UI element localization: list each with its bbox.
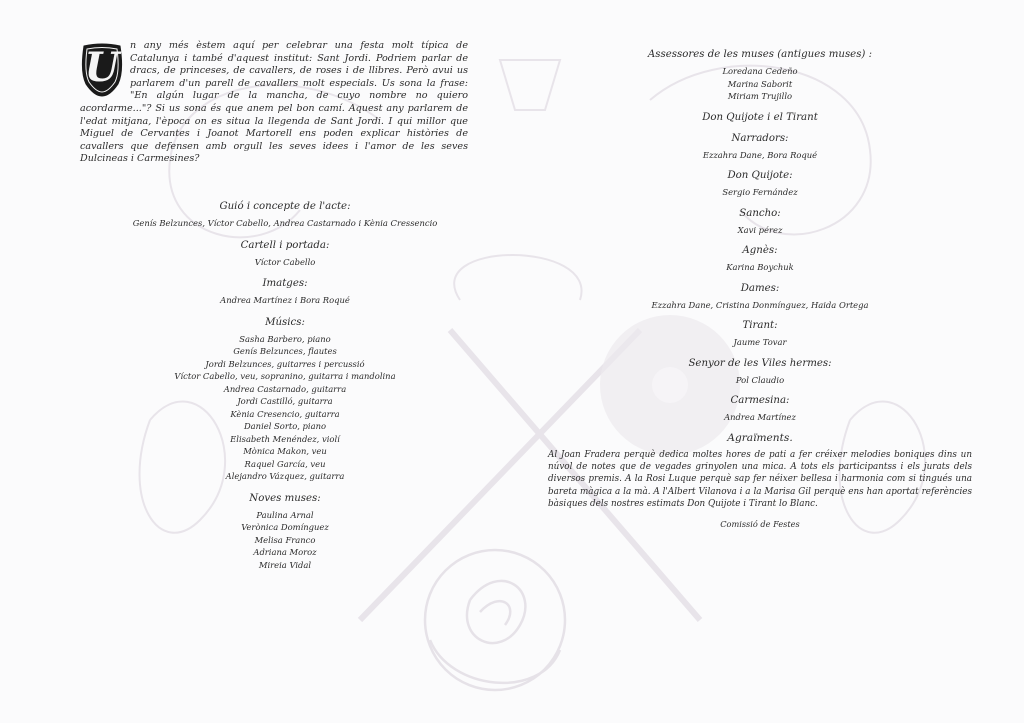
section-heading: Don Quijote: (727, 170, 793, 181)
cast-list (540, 48, 980, 537)
credit-line: Adriana Moroz (253, 547, 317, 557)
credit-line: Ezzahra Dane, Cristina Donmínguez, Haida Ortega (651, 299, 869, 310)
credit-line: Melisa Franco (254, 534, 316, 545)
credit-line: Marina Saborit (727, 78, 793, 89)
credit-line: Karina Boychuk (726, 262, 794, 272)
acknowledgements (540, 432, 980, 529)
credit-line: Jaume Tovar (733, 337, 787, 347)
credit-line: Kènia Cresencio, guitarra (230, 408, 340, 419)
credit-line: Sasha Barbero, piano (239, 333, 331, 344)
section-heading: Senyor de les Viles hermes: (688, 357, 832, 369)
credit-line: Raquel García, veu (244, 458, 326, 469)
intro-text: n any més èstem aquí per celebrar una festa molt típica de Catalunya i també d'aquest institut: Sant Jordi. Podriem parlar de dracs, de princeses, de cavallers, de roses i de llibres. Però avui us parlarem d'un parell de cavallers molt especials. Us sona la frase: "En algún lugar de la mancha, de cuyo nombre no quiero acordarme..."? Si us sona és que anem pel bon camí. Aquest any parlarem de l'edat mitjana, l'època on es situa la llegenda de Sant Jordi. I qui millor que Miguel de Cervantes i Joanot Martorell ens poden explicar històries de cavallers que defensen amb orgull les seves idees i l'amor de les seves Dulcineas i Carmesines? (80, 40, 468, 165)
credit-section (80, 492, 490, 572)
credit-line: Genís Belzunces, flautes (233, 346, 337, 356)
section-heading: Guió i concepte de l'acte: (219, 201, 351, 212)
credit-section (80, 239, 490, 269)
credit-line: Miriam Trujillo (727, 91, 793, 101)
credit-line: Loredana Cedeño (722, 66, 798, 76)
credit-section (540, 111, 980, 124)
credit-line: Víctor Cabello (254, 256, 316, 267)
dropcap (80, 42, 124, 98)
credit-section (540, 169, 980, 199)
credit-line: Elisabeth Menéndez, violí (230, 433, 340, 444)
credit-line: Daniel Sorto, piano (243, 421, 327, 431)
credits-list (80, 200, 490, 580)
section-heading: Carmesina: (730, 395, 790, 406)
section-heading: Don Quijote i el Tirant (702, 111, 818, 123)
left-page (80, 0, 490, 723)
right-page (540, 0, 980, 723)
section-heading: Dames: (740, 282, 780, 294)
section-heading: Narradors: (731, 132, 789, 144)
credit-line: Paulina Arnal (256, 509, 314, 520)
credit-line: Genís Belzunces, Víctor Cabello, Andrea Castarnado i Kènia Cressencio (132, 218, 438, 228)
credit-line: Víctor Cabello, veu, sopranino, guitarra i mandolina (174, 371, 396, 381)
credit-section (540, 48, 980, 103)
credit-section (540, 244, 980, 274)
credit-line: Mònica Makon, veu (243, 446, 327, 456)
intro-paragraph (80, 40, 468, 166)
credit-line: Jordi Castilló, guitarra (237, 396, 333, 406)
credit-line: Mireia Vidal (258, 559, 312, 570)
credit-section (80, 277, 490, 307)
credit-section (80, 200, 490, 230)
credit-line: Jordi Belzunces, guitarres i percussió (205, 358, 365, 369)
credit-section (540, 207, 980, 237)
credit-line: Xavi pérez (737, 224, 783, 235)
credit-line: Ezzahra Dane, Bora Roqué (702, 149, 818, 160)
credit-section (540, 132, 980, 162)
section-heading: Imatges: (262, 278, 308, 289)
credit-line: Sergio Fernández (722, 187, 798, 197)
section-heading: Assessores de les muses (antigues muses) : (647, 49, 873, 60)
section-heading: Tirant: (742, 320, 778, 331)
credit-section (540, 319, 980, 349)
credit-section (80, 316, 490, 483)
section-heading: Agnès: (742, 245, 778, 256)
credit-section (540, 394, 980, 424)
credit-line: Alejandro Vázquez, guitarra (225, 471, 345, 481)
section-heading: Noves muses: (249, 492, 321, 504)
section-heading: Músics: (265, 316, 305, 328)
credit-line: Andrea Castarnado, guitarra (223, 383, 347, 394)
credit-line: Andrea Martínez i Bora Roqué (220, 295, 350, 305)
credit-line: Pol Claudio (735, 374, 785, 385)
credit-section (540, 282, 980, 312)
section-heading: Cartell i portada: (240, 239, 330, 251)
credit-section (540, 357, 980, 387)
credit-line: Andrea Martínez (724, 412, 796, 422)
acknowledgements-heading: Agraïments. (727, 431, 793, 444)
acknowledgements-text: Al Joan Fradera perquè dedica moltes hores de pati a fer créixer melodies boniques dins un núvol de notes que de vegades grinyolen una mica. A tots els participantss i els jurats dels diversos premis. A la Rosi Luque perquè sap fer néixer bellesa i harmonia com si tingués una bareta màgica a la mà. A l'Albert Vilanova i a la Marisa Gil perquè ens han aportat referències bàsiques dels nostres estimats Don Quijote i Tirant lo Blanc. (548, 449, 972, 510)
credit-line: Verònica Domínguez (241, 522, 329, 532)
signature: Comissió de Festes (720, 518, 800, 529)
dropcap-letter: U (84, 44, 120, 91)
section-heading: Sancho: (739, 207, 781, 219)
